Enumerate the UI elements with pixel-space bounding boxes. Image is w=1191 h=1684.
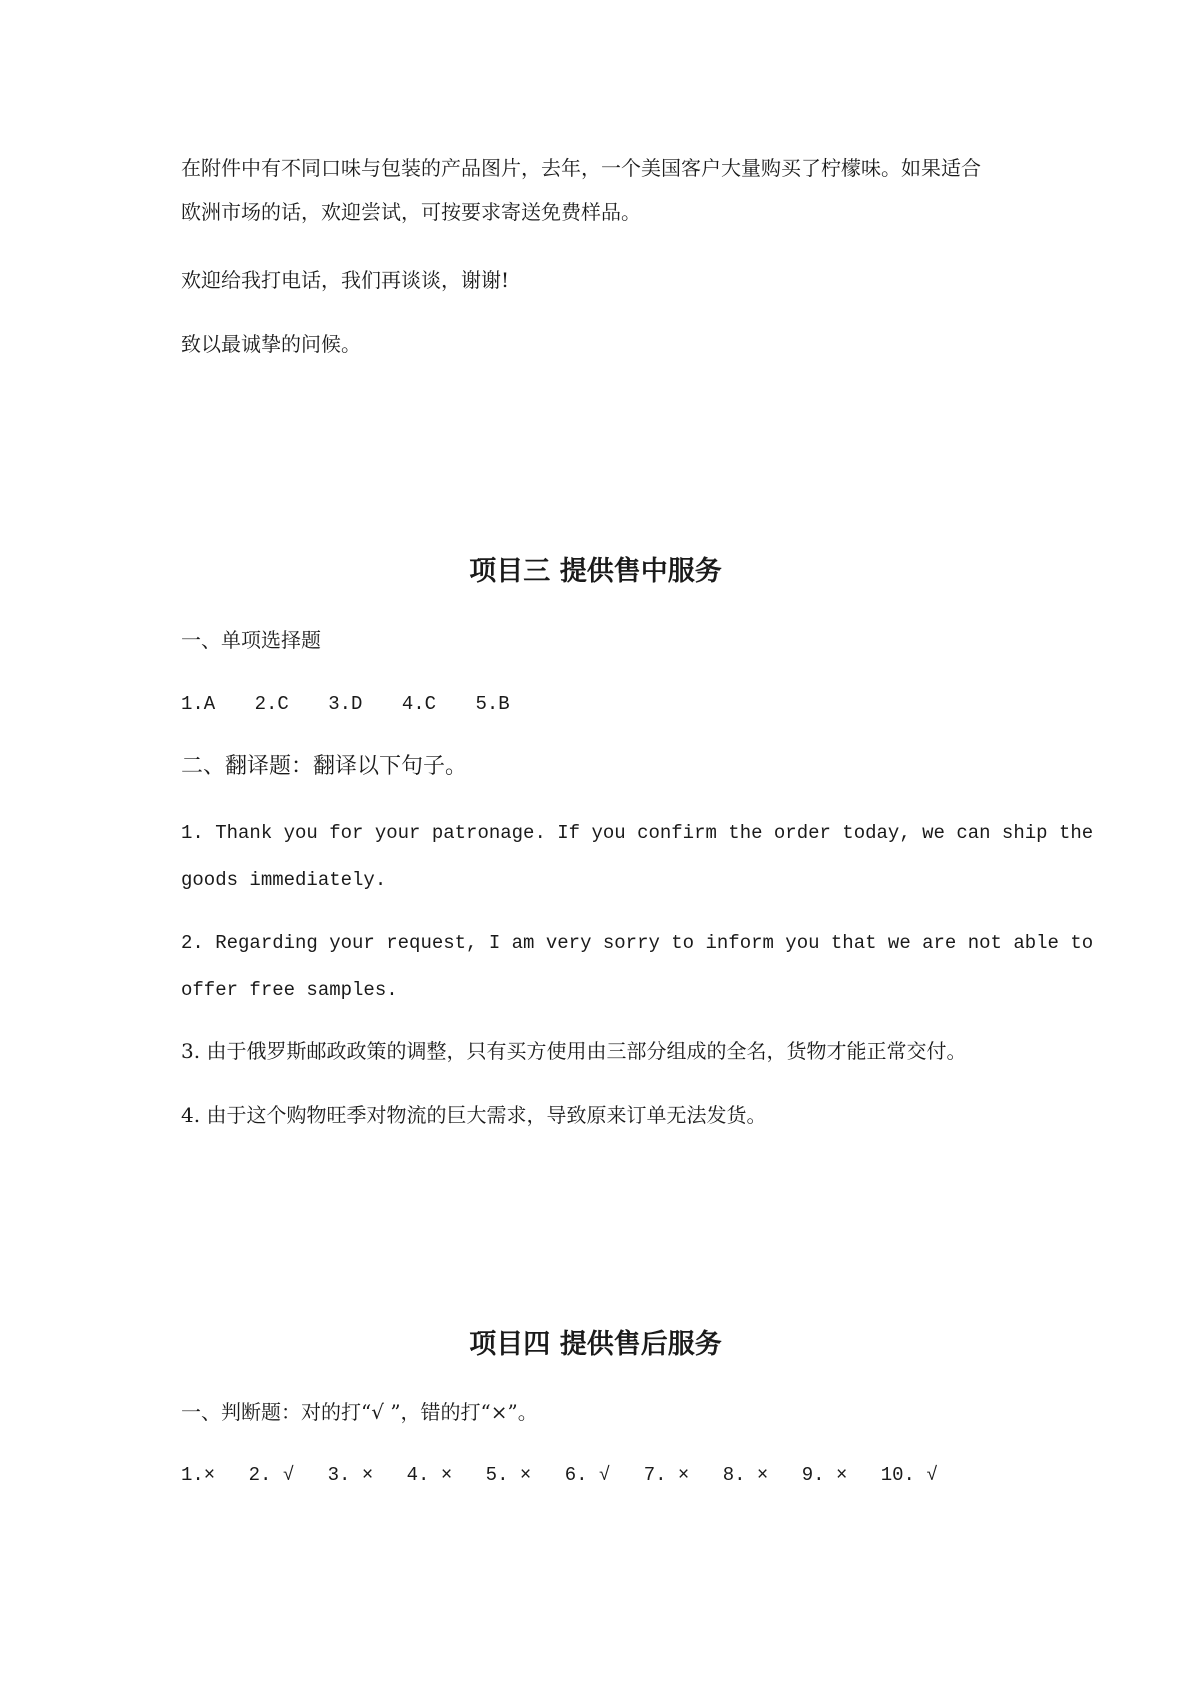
tf-answer: 7. × (643, 1464, 690, 1486)
tf-answer: 6. √ (564, 1464, 611, 1486)
project3-title: 项目三 提供售中服务 (469, 556, 722, 587)
mc-answer-row (181, 692, 510, 716)
tf-answer: 5. × (485, 1464, 532, 1486)
mc-answer: 5.B (475, 693, 510, 715)
tf-answer: 2. √ (248, 1464, 295, 1486)
mc-answer: 4.C (401, 693, 437, 715)
tf-answer: 10. √ (880, 1464, 938, 1486)
translation-3: 3. 由于俄罗斯邮政政策的调整，只有买方使用由三部分组成的全名，货物才能正常交付。 (181, 1039, 967, 1063)
translation-4: 4. 由于这个购物旺季对物流的巨大需求，导致原来订单无法发货。 (181, 1103, 767, 1127)
intro-paragraph-line-1: 在附件中有不同口味与包装的产品图片，去年，一个美国客户大量购买了柠檬味。如果适合 (181, 156, 981, 180)
project4-title: 项目四 提供售后服务 (469, 1329, 722, 1360)
mc-answer: 1.A (181, 693, 216, 715)
tf-answer: 8. × (722, 1464, 769, 1486)
tf-answer: 1.× (181, 1464, 216, 1486)
tf-answer-row (181, 1463, 938, 1487)
intro-paragraph-2: 欢迎给我打电话，我们再谈谈，谢谢! (181, 268, 510, 292)
mc-answer: 2.C (254, 693, 289, 715)
intro-paragraph-3: 致以最诚挚的问候。 (181, 332, 361, 356)
translation-2-line-2: offer free samples. (181, 979, 398, 1001)
tf-answer: 3. × (327, 1464, 374, 1486)
project3-section2-title: 二、翻译题：翻译以下句子。 (181, 754, 468, 779)
project3-section1-title: 一、单项选择题 (181, 628, 321, 652)
tf-answer: 9. × (801, 1464, 848, 1486)
translation-1-line-1: 1. Thank you for your patronage. If you confirm the order today, we can ship the (181, 822, 1094, 844)
translation-2-line-1: 2. Regarding your request, I am very sorry to inform you that we are not able to (181, 932, 1094, 954)
tf-answer: 4. × (406, 1464, 453, 1486)
translation-1-line-2: goods immediately. (181, 869, 387, 891)
project4-section1-title: 一、判断题：对的打“√ ”，错的打“×”。 (181, 1400, 538, 1424)
mc-answer: 3.D (328, 693, 363, 715)
intro-paragraph-line-2: 欧洲市场的话，欢迎尝试，可按要求寄送免费样品。 (181, 200, 641, 224)
